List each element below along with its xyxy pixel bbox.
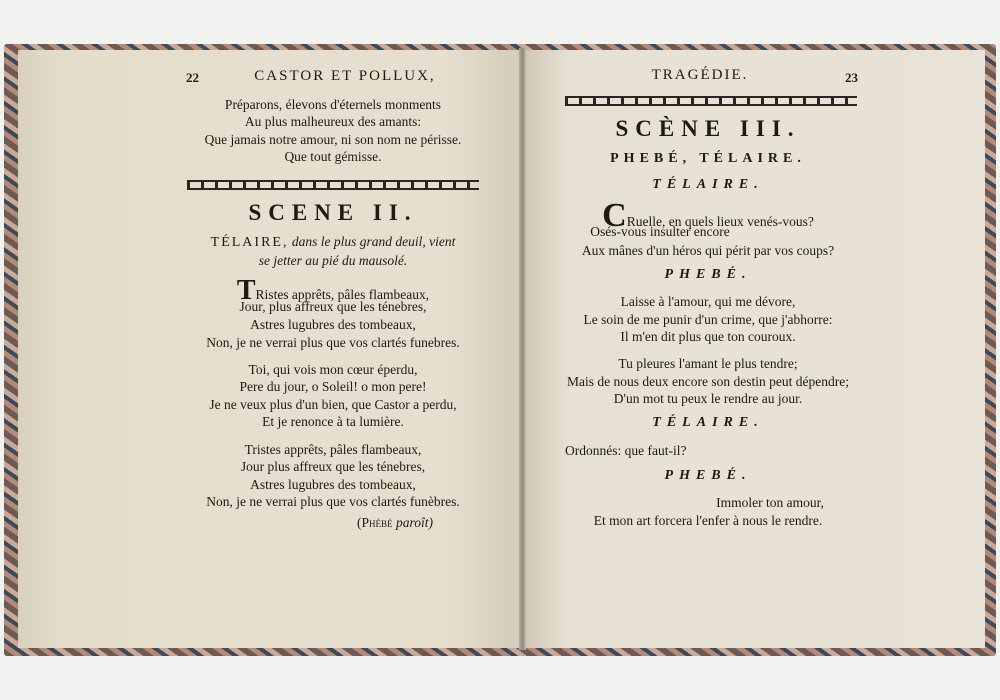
verse-line: D'un mot tu peux le rendre au jour. bbox=[613, 391, 803, 406]
verse-line: Osés-vous insulter encore bbox=[590, 224, 730, 239]
verse-line: Que jamais notre amour, ni son nom ne périsse. bbox=[204, 132, 462, 147]
page-number: 23 bbox=[845, 70, 858, 85]
stage-direction-text: paroît) bbox=[395, 515, 433, 530]
character-name: TÉLAIRE, bbox=[210, 235, 289, 250]
speaker-name: PHEBÉ. bbox=[664, 267, 752, 282]
drop-cap: T bbox=[236, 275, 256, 306]
running-head: TRAGÉDIE. bbox=[651, 67, 749, 83]
verse-line: Pere du jour, o Soleil! o mon pere! bbox=[239, 379, 427, 394]
verse-line: Ordonnés: que faut-il? bbox=[565, 443, 687, 458]
scene-title: SCENE II. bbox=[248, 200, 418, 225]
verse-line: Jour, plus affreux que les ténebres, bbox=[239, 299, 427, 314]
stage-direction-text: dans le plus grand deuil, vient bbox=[291, 234, 456, 249]
verse-line: Et mon art forcera l'enfer à nous le rendre. bbox=[593, 513, 823, 528]
verse-line: Astres lugubres des tombeaux, bbox=[250, 477, 416, 492]
ornament-divider bbox=[187, 180, 479, 190]
verse-line: Que tout gémisse. bbox=[284, 149, 382, 164]
book-gutter bbox=[519, 48, 526, 650]
stage-direction bbox=[357, 515, 433, 531]
drop-cap: C bbox=[602, 197, 627, 234]
verse-line: Il m'en dit plus que ton couroux. bbox=[620, 329, 796, 344]
verse-line: Tu pleures l'amant le plus tendre; bbox=[618, 356, 798, 371]
page-number: 22 bbox=[186, 70, 199, 85]
ornament-divider bbox=[565, 96, 857, 106]
stage-direction-text: se jetter au pié du mausolé. bbox=[258, 253, 408, 268]
verse-line: Toi, qui vois mon cœur éperdu, bbox=[248, 362, 418, 377]
verse-line: Je ne veux plus d'un bien, que Castor a perdu, bbox=[209, 397, 457, 412]
verse-line: Immoler ton amour, bbox=[716, 495, 824, 510]
scene-title: SCÈNE III. bbox=[615, 116, 801, 141]
character-name: (Phébé bbox=[357, 515, 393, 530]
verse-text: Ruelle, en quels lieux venés-vous? bbox=[626, 214, 814, 229]
verse-line: Et je renonce à ta lumière. bbox=[262, 414, 404, 429]
speaker-name: TÉLAIRE. bbox=[652, 415, 764, 430]
verse-line: Tristes apprêts, pâles flambeaux, bbox=[244, 442, 422, 457]
speaker-name: PHEBÉ. bbox=[664, 468, 752, 483]
verse-line: Au plus malheureux des amants: bbox=[244, 114, 422, 129]
verse-line: Laisse à l'amour, qui me dévore, bbox=[620, 294, 796, 309]
verse-line: Jour plus affreux que les ténebres, bbox=[240, 459, 426, 474]
verse-line: Non, je ne verrai plus que vos clartés funèbres. bbox=[206, 494, 460, 509]
verse-line: Mais de nous deux encore son destin peut dépendre; bbox=[567, 374, 849, 389]
verse-line: Non, je ne verrai plus que vos clartés funebres. bbox=[206, 335, 460, 350]
verse-line: Aux mânes d'un héros qui périt par vos coups? bbox=[581, 243, 835, 258]
running-head: CASTOR ET POLLUX, bbox=[254, 68, 436, 84]
speaker-name: TÉLAIRE. bbox=[652, 177, 764, 192]
personae: PHEBÉ, TÉLAIRE. bbox=[610, 151, 806, 166]
verse-text: Ristes apprêts, pâles flambeaux, bbox=[255, 287, 430, 302]
stage-direction bbox=[211, 234, 456, 251]
verse-line: Préparons, élevons d'éternels monments bbox=[224, 97, 442, 112]
verse-line: Astres lugubres des tombeaux, bbox=[250, 317, 416, 332]
verse-line: Le soin de me punir d'un crime, que j'abhorre: bbox=[583, 312, 833, 327]
